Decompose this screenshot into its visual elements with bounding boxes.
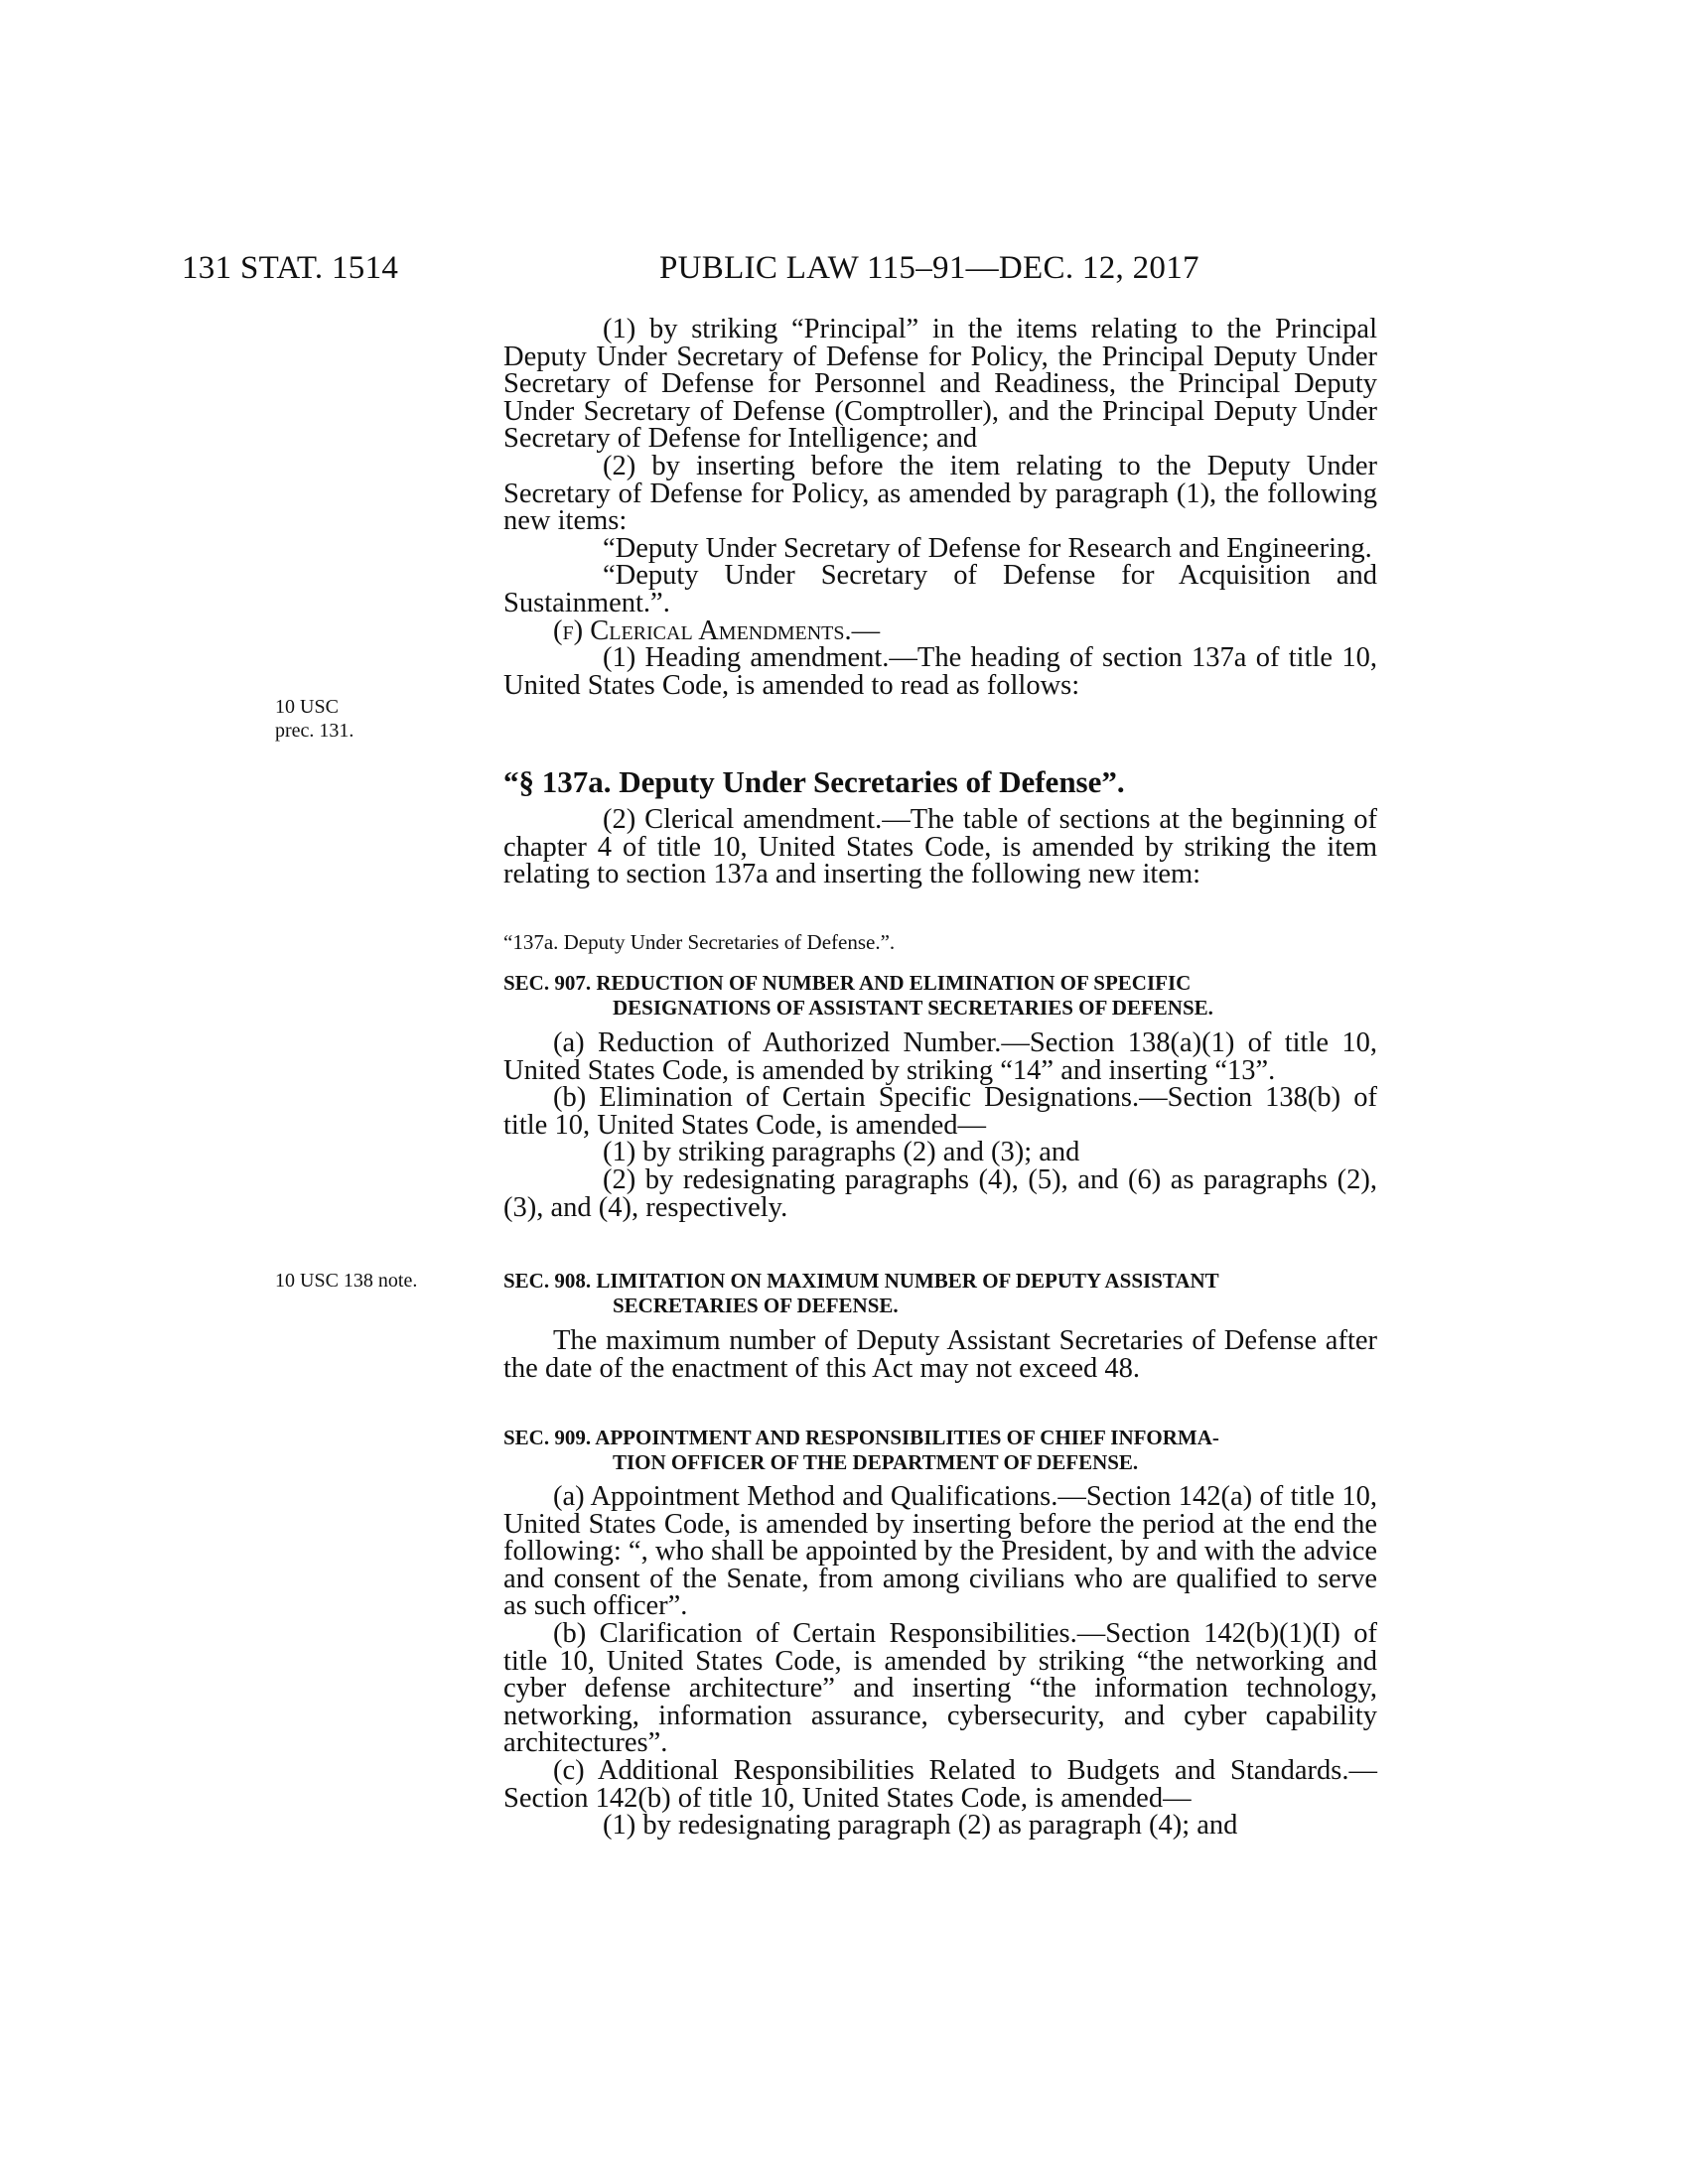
sec-907-subsection-a: (a) Reduction of Authorized Number.—Section 138(a)(1) of title 10, United States Code, is amended by striking “14” and inserting “13”. — [503, 1027, 1377, 1086]
amendment-items-block — [503, 316, 1377, 699]
sec-909-subsection-a: (a) Appointment Method and Qualifications.—Section 142(a) of title 10, United States Code, is amended by inserting before the period at the end the following: “, who shall be appointed by the President, by and with the advice and consent of the Senate, from among civilians who are qualified to serve as such officer”. — [503, 1481, 1377, 1622]
sec-909-heading-line1: SEC. 909. APPOINTMENT AND RESPONSIBILITIES OF CHIEF INFORMA- — [503, 1426, 1219, 1449]
margin-note-usc-prec — [275, 695, 353, 743]
stat-citation: 131 STAT. 1514 — [182, 250, 399, 286]
paragraph-2: (2) by inserting before the item relating to the Deputy Under Secretary of Defense for Policy, as amended by paragraph (1), the following new items: — [503, 450, 1377, 537]
sec-907-subsection-b: (b) Elimination of Certain Specific Designations.—Section 138(b) of title 10, United States Code, is amended— — [503, 1082, 1377, 1141]
sec-908-heading-line1: SEC. 908. LIMITATION ON MAXIMUM NUMBER OF DEPUTY ASSISTANT — [503, 1269, 1219, 1293]
running-header-title: PUBLIC LAW 115–91—DEC. 12, 2017 — [659, 250, 1199, 286]
sec-907-heading — [503, 971, 1377, 1021]
new-item-research: “Deputy Under Secretary of Defense for Research and Engineering. — [603, 532, 1372, 564]
sec-909-subsection-c: (c) Additional Responsibilities Related to Budgets and Standards.—Section 142(b) of title 10, United States Code, is amended— — [503, 1754, 1377, 1814]
sec-907-paragraph-1: (1) by striking paragraphs (2) and (3); and — [603, 1137, 1080, 1168]
margin-note-line: prec. 131. — [275, 720, 354, 742]
sec-908-body — [503, 1327, 1377, 1382]
margin-note-line: 10 USC — [275, 696, 339, 718]
sec-907-body — [503, 1029, 1377, 1221]
sec-909-subsection-b: (b) Clarification of Certain Responsibilities.—Section 142(b)(1)(I) of title 10, United States Code, is amended by striking “the networking and cyber defense architecture” and inserting “the information technology, networking, information assurance, cybersecurity, and cyber capability architectures”. — [503, 1617, 1377, 1759]
sec-908-heading — [503, 1269, 1377, 1318]
clerical-amendment-paragraph: (2) Clerical amendment.—The table of sections at the beginning of chapter 4 of title 10, United States Code, is amended by striking the item relating to section 137a and inserting the following new item: — [503, 804, 1377, 890]
clerical-amendment-block — [503, 806, 1377, 888]
sec-907-paragraph-2: (2) by redesignating paragraphs (4), (5), and (6) as paragraphs (2), (3), and (4), respectively. — [503, 1163, 1377, 1223]
sec-907-heading-line1: SEC. 907. REDUCTION OF NUMBER AND ELIMINATION OF SPECIFIC — [503, 971, 1192, 995]
paragraph-1: (1) by striking “Principal” in the items relating to the Principal Deputy Under Secretary of Defense for Policy, the Principal Deputy Under Secretary of Defense for Personnel and Readiness, the Principal Deputy Under Secretary of Defense (Comptroller), and the Principal Deputy Under Secretary of Defense for Intelligence; and — [503, 314, 1377, 455]
sec-908-heading-line2: SECRETARIES OF DEFENSE. — [613, 1294, 899, 1317]
heading-amendment-paragraph: (1) Heading amendment.—The heading of section 137a of title 10, United States Code, is amended to read as follows: — [503, 642, 1377, 701]
sec-909-heading-line2: TION OFFICER OF THE DEPARTMENT OF DEFENSE. — [613, 1450, 1139, 1474]
sec-909-paragraph-1: (1) by redesignating paragraph (2) as paragraph (4); and — [603, 1810, 1238, 1842]
sec-909-body — [503, 1483, 1377, 1840]
margin-note-usc-138: 10 USC 138 note. — [275, 1270, 418, 1292]
sec-909-heading — [503, 1426, 1377, 1475]
sec-908-paragraph: The maximum number of Deputy Assistant Secretaries of Defense after the date of the enactment of this Act may not exceed 48. — [503, 1325, 1377, 1384]
section-137a-heading: “§ 137a. Deputy Under Secretaries of Defense”. — [503, 764, 1125, 799]
new-item-acquisition: “Deputy Under Secretary of Defense for Acquisition and Sustainment.”. — [503, 560, 1377, 618]
sec-907-heading-line2: DESIGNATIONS OF ASSISTANT SECRETARIES OF DEFENSE. — [613, 996, 1213, 1020]
table-of-sections-item: “137a. Deputy Under Secretaries of Defense.”. — [503, 930, 896, 954]
subsection-f-heading: (f) Clerical Amendments.— — [553, 614, 881, 646]
